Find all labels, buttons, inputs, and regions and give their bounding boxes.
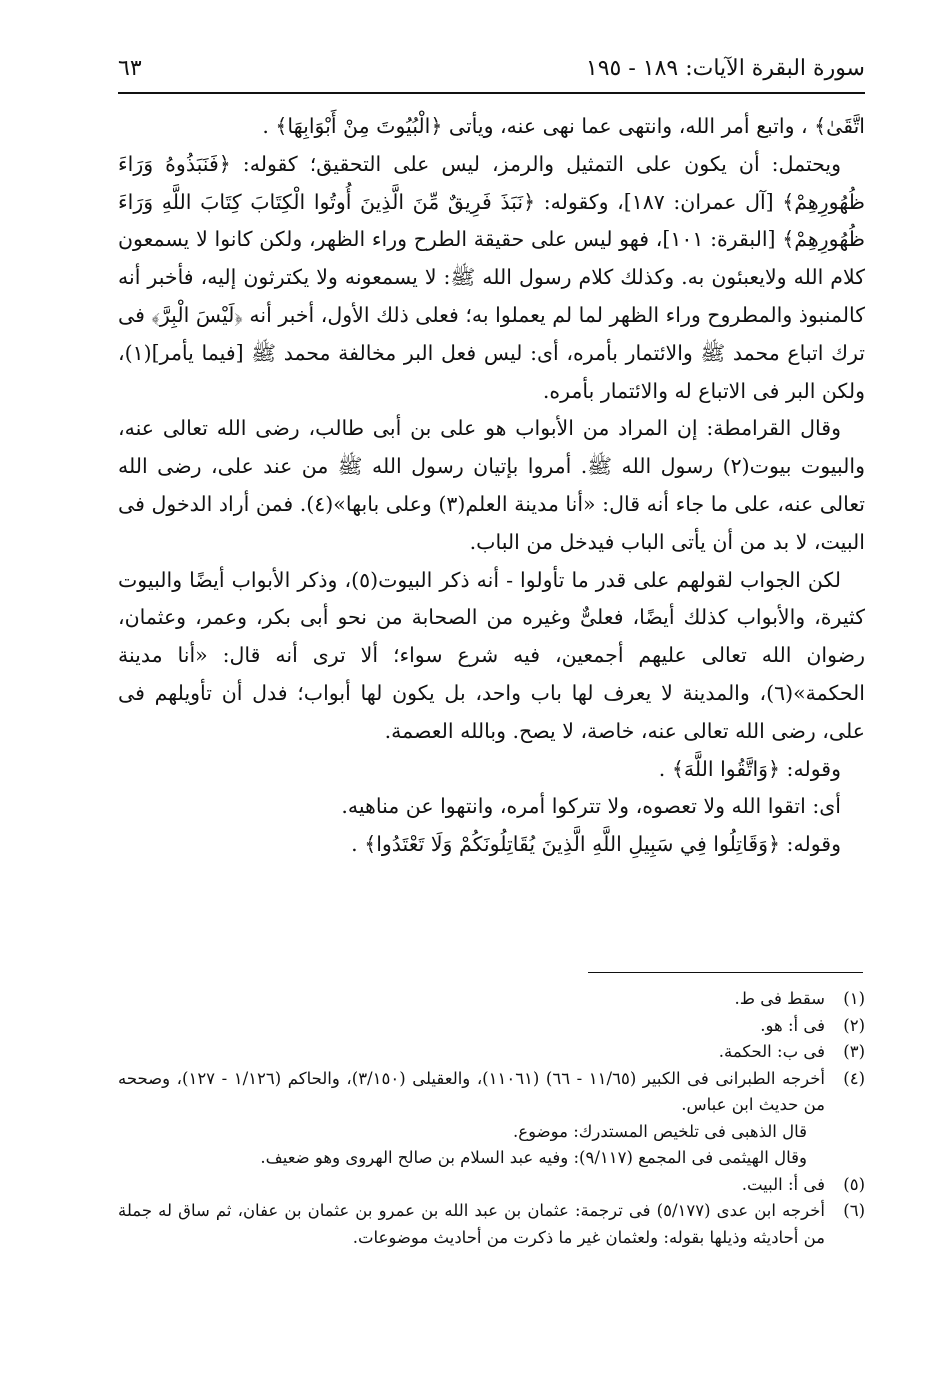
- paragraph: اتَّقَىٰ﴾ ، واتبع أمر الله، وانتهى عما نهى عنه، ويأتى ﴿الْبُيُوتَ مِنْ أَبْوَابِهَا﴾ .: [262, 114, 865, 138]
- footnote-number: (٦): [843, 1201, 865, 1220]
- footnote: [118, 1198, 865, 1251]
- footnote: [118, 1066, 865, 1119]
- footnote-number: (٣): [843, 1042, 865, 1061]
- footnote-text: فى أ: هو.: [760, 1015, 825, 1035]
- running-header: [118, 50, 865, 90]
- footnote: [118, 1013, 865, 1040]
- footnote-number: (٥): [843, 1174, 865, 1194]
- footnote-text: سقط فى ط.: [734, 989, 825, 1008]
- header-title: سورة البقرة الآيات: ١٨٩ - ١٩٥: [585, 56, 865, 81]
- paragraph: وقوله: ﴿وَاتَّقُوا اللَّهَ﴾ .: [658, 756, 841, 781]
- footnote-text: فى أ: البيت.: [741, 1174, 825, 1194]
- paragraph: أى: اتقوا الله ولا تعصوه، ولا تتركوا أمره، وانتهوا عن مناهيه.: [341, 794, 841, 819]
- paragraph: وقال القرامطة: إن المراد من الأبواب هو على بن أبى طالب، رضى الله تعالى عنه، والبيوت بيوت(٢) رسول الله ﷺ. أمروا بإتيان رسول الله ﷺ من عند على، رضى الله تعالى عنه، على ما جاء أنه قال: «أنا مدينة العلم(٣) وعلى بابها»(٤). فمن أراد الدخول فى البيت، لا بد من أن يأتى الباب فيدخل من الباب.: [118, 416, 865, 554]
- main-text: [118, 108, 865, 864]
- footnote-text: فى ب: الحكمة.: [718, 1042, 825, 1061]
- footnote: [118, 1039, 865, 1066]
- page-number: ٦٣: [118, 56, 142, 81]
- footnote-continuation: قال الذهبى فى تلخيص المستدرك: موضوع.: [513, 1121, 807, 1141]
- paragraph: ويحتمل: أن يكون على التمثيل والرمز، ليس على التحقيق؛ كقوله: ﴿فَنَبَذُوهُ وَرَاءَ ظُهُورِهِمْ﴾ [آل عمران: ١٨٧]، وكقوله: ﴿نَبَذَ فَرِيقٌ مِّنَ الَّذِينَ أُوتُوا الْكِتَابَ كِتَابَ اللَّهِ وَرَاءَ ظُهُورِهِمْ﴾ [البقرة: ١٠١]، فهو ليس على حقيقة الطرح وراء الظهر، ولكن كانوا لا يسمعون كلام الله ولايعبئون به. وكذلك كلام رسول الله ﷺ: لا يسمعونه ولا يكترثون إليه، فأخبر أنه كالمنبوذ والمطروح وراء الظهر لما لم يعملوا به؛ فعلى ذلك الأول، أخبر أنه ﴿لَيْسَ الْبِرَّ﴾ فى ترك اتباع محمد ﷺ والائتمار بأمره، أى: ليس فعل البر مخالفة محمد ﷺ [فيما يأمر](١)، ولكن البر فى الاتباع له والائتمار بأمره.: [118, 151, 865, 403]
- footnote-text: أخرجه الطبرانى فى الكبير (١١/٦٥ - ٦٦) (١١٠٦١)، والعقيلى (٣/١٥٠)، والحاكم (١/١٢٦ - ١٢٧)، وصححه من حديث ابن عباس.: [118, 1068, 825, 1114]
- footnote: [118, 986, 865, 1013]
- paragraph: لكن الجواب لقولهم على قدر ما تأولوا - أنه ذكر البيوت(٥)، وذكر الأبواب أيضًا والبيوت كثيرة، والأبواب كذلك أيضًا، فعلىٌّ وغيره من الصحابة من نحو أبى بكر، وعمر، وعثمان، رضوان الله تعالى عليهم أجمعين، فيه شرع سواء؛ ألا ترى أنه قال: «أنا مدينة الحكمة»(٦)، والمدينة لا يعرف لها باب واحد، بل يكون لها أبواب؛ فدل أن تأويلهم فى على، رضى الله تعالى عنه، خاصة، لا يصح. وبالله العصمة.: [118, 567, 865, 743]
- footnote-text: أخرجه ابن عدى (٥/١٧٧) فى ترجمة: عثمان بن عبد الله بن عمرو بن عثمان بن عفان، ثم ساق له جملة من أحاديثه وذيلها بقوله: ولعثمان غير ما ذكرت من أحاديث موضوعات.: [118, 1201, 826, 1247]
- footnotes: [118, 986, 865, 1251]
- paragraph: وقوله: ﴿وَقَاتِلُوا فِي سَبِيلِ اللَّهِ الَّذِينَ يُقَاتِلُونَكُمْ وَلَا تَعْتَدُوا﴾ .: [351, 832, 841, 857]
- footnote-number: (١): [843, 989, 865, 1008]
- footnote-separator: [588, 972, 863, 973]
- footnote-continuation: وقال الهيثمى فى المجمع (٩/١١٧): وفيه عبد السلام بن صالح الهروى وهو ضعيف.: [260, 1148, 807, 1167]
- footnote-number: (٤): [843, 1068, 865, 1088]
- footnote-number: (٢): [843, 1015, 865, 1035]
- header-rule: [118, 92, 865, 94]
- footnote: [118, 1172, 865, 1199]
